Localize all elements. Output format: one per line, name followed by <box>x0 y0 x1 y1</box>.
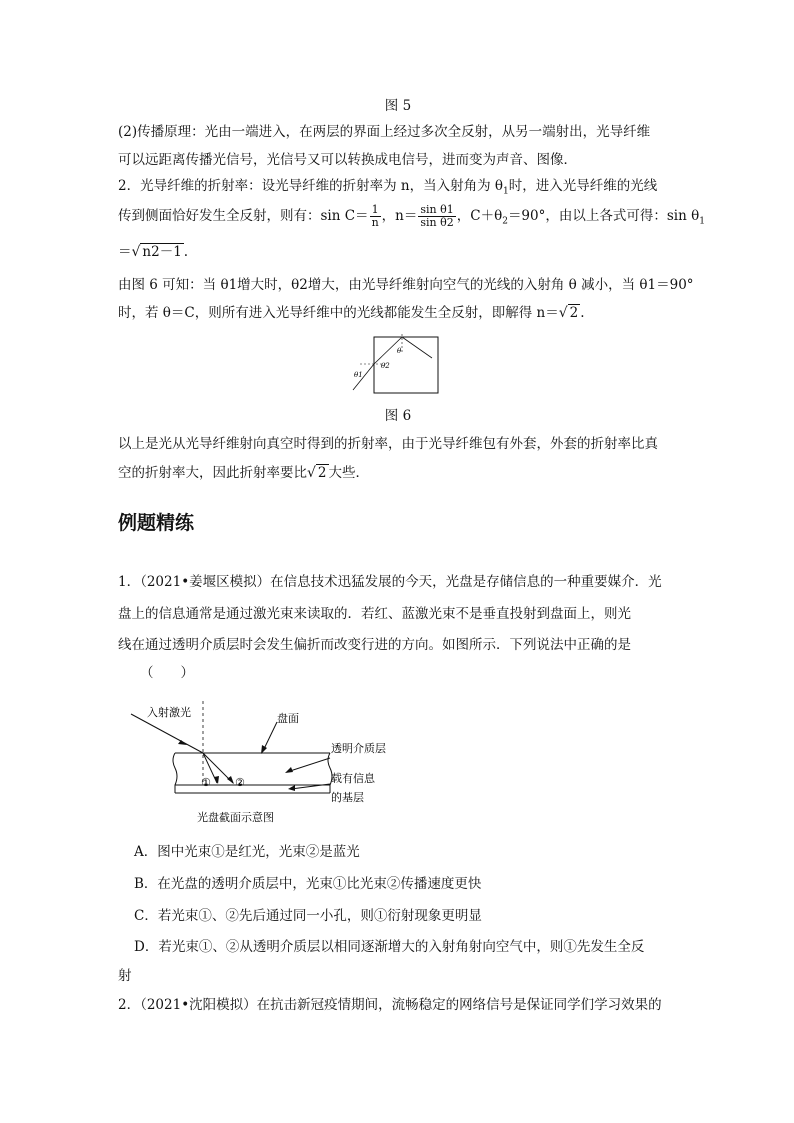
q1-option-d[interactable]: D．若光束①、②从透明介质层以相同逐渐增大的入射角射向空气中，则①先发生全反 <box>134 939 645 955</box>
q1-line-1: 1．（2021•姜堰区模拟）在信息技术迅猛发展的今天，光盘是存储信息的一种重要媒介．光 <box>118 574 662 590</box>
frac2-den: sin θ2 <box>420 216 454 229</box>
index-line-1-tail: 时，进入光导纤维的光线 <box>508 178 658 194</box>
sqrt-content-2: 2 <box>569 305 579 321</box>
sqrt-icon: √ <box>307 465 316 481</box>
conclusion-line-1: 以上是光从光导纤维射向真空时得到的折射率，由于光导纤维包有外套，外套的折射率比真 <box>118 436 658 452</box>
index-line-2-c: ，C＋θ <box>456 208 503 224</box>
beam-2-label: ② <box>235 776 245 789</box>
reflected-ray <box>402 337 432 358</box>
fig6-desc-line-2-a: 时，若 θ＝C，则所有进入光导纤维中的光线都能发生全反射，即解得 n＝ <box>118 305 559 321</box>
q1-option-c[interactable]: C．若光束①、②先后通过同一小孔，则①衍射现象更明显 <box>134 908 482 924</box>
index-line-2-d: ＝90°，由以上各式可得：sin θ <box>507 208 700 224</box>
index-line-1-text: 2．光导纤维的折射率：设光导纤维的折射率为 n，当入射角为 θ <box>118 178 503 194</box>
disc-cross-section-figure <box>125 698 415 828</box>
index-line-3-a: ＝ <box>118 244 132 260</box>
q1-line-2: 盘上的信息通常是通过激光束来读取的．若红、蓝激光束不是垂直投射到盘面上，则光 <box>118 606 631 622</box>
sqrt-content-3: 2 <box>317 465 327 481</box>
beam-2-arrow-icon <box>227 776 234 784</box>
fig6-desc-line-2 <box>118 303 678 323</box>
fig6-theta2-label: θ2 <box>381 362 390 370</box>
fig6-caption: 图 6 <box>384 408 412 424</box>
sub-1: 1 <box>503 186 509 197</box>
sub-2: 2 <box>502 216 508 227</box>
disc-figure-caption: 光盘截面示意图 <box>197 811 274 824</box>
section-title: 例题精练 <box>118 512 195 534</box>
sqrt-content: n2－1 <box>142 244 182 260</box>
q1-line-4: （ ） <box>140 665 194 681</box>
q1-option-a[interactable]: A．图中光束①是红光，光束②是蓝光 <box>134 844 360 860</box>
medium-label: 透明介质层 <box>331 742 386 755</box>
index-line-3 <box>118 242 678 262</box>
conclusion-line-2 <box>118 463 678 483</box>
fig6-theta-label: θ <box>397 347 402 355</box>
incident-laser-ray <box>131 714 203 753</box>
base-label-2: 的基层 <box>331 791 364 804</box>
base-pointer-arrow-icon <box>288 785 295 791</box>
left-break <box>173 753 177 793</box>
fig6-desc-line-2-b: . <box>580 305 585 321</box>
index-line-3-b: . <box>183 244 189 260</box>
principle-line-2: 可以远距离传播光信号，光信号又可以转换成电信号，进而变为声音、图像． <box>118 152 577 168</box>
q2-line-1: 2．（2021•沈阳模拟）在抗击新冠疫情期间，流畅稳定的网络信号是保证同学们学习效果的 <box>118 997 662 1013</box>
q1-option-d-wrap: 射 <box>118 968 132 984</box>
frac1-den: n <box>371 216 379 229</box>
fraction-sin-ratio <box>418 204 455 229</box>
principle-line-1: (2)传播原理：光由一端进入，在两层的界面上经过多次全反射，从另一端射出，光导纤维 <box>118 124 651 140</box>
index-line-2-a: 传到侧面恰好发生全反射，则有：sin C＝ <box>118 208 369 224</box>
index-line-2 <box>118 203 705 235</box>
fig5-caption: 图 5 <box>384 98 412 114</box>
frac1-num: 1 <box>370 204 381 217</box>
fig6-desc-line-1: 由图 6 可知：当 θ1增大时，θ2增大，由光导纤维射向空气的光线的入射角 θ 减小，当 θ1＝90° <box>118 277 694 293</box>
q1-option-b[interactable]: B．在光盘的透明介质层中，光束①比光束②传播速度更快 <box>134 876 482 892</box>
index-line-1 <box>118 176 678 202</box>
sqrt-icon: √ <box>131 244 141 260</box>
conclusion-line-2-a: 空的折射率大，因此折射率要比 <box>118 465 307 481</box>
fig6-diagram <box>350 334 450 398</box>
conclusion-line-2-b: 大些． <box>328 465 370 481</box>
q1-line-3: 线在通过透明介质层时会发生偏折而改变行进的方向。如图所示．下列说法中正确的是 <box>118 637 631 653</box>
frac2-num: sin θ1 <box>420 203 454 216</box>
sub-3: 1 <box>699 216 705 227</box>
medium-pointer <box>287 758 330 772</box>
fraction-1-over-n <box>370 204 381 229</box>
index-line-2-b: ，n＝ <box>381 208 418 224</box>
surface-pointer <box>263 722 277 751</box>
fig6-theta1-label: θ1 <box>354 371 363 379</box>
incident-laser-label: 入射激光 <box>147 706 191 719</box>
sqrt-icon: √ <box>558 305 568 321</box>
beam-1-label: ① <box>201 776 211 789</box>
disc-surface-label: 盘面 <box>277 712 299 725</box>
medium-pointer-arrow-icon <box>285 767 293 773</box>
base-label-1: 载有信息 <box>331 772 375 785</box>
